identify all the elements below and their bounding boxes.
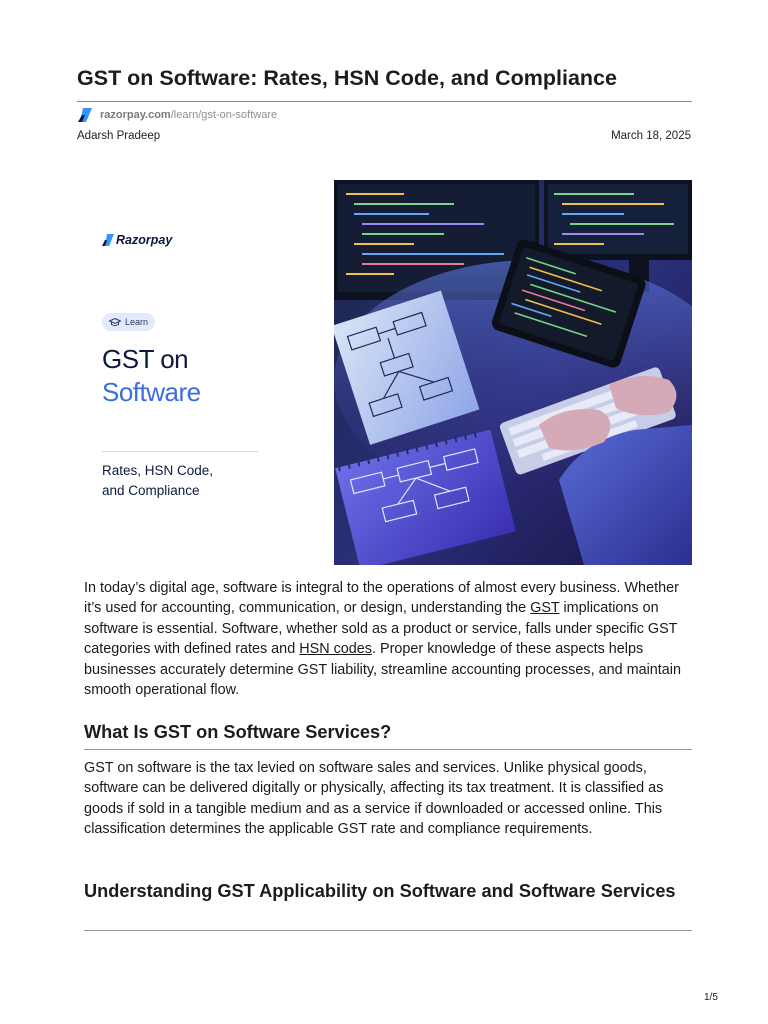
hero-text-panel xyxy=(77,180,334,565)
razorpay-mark-icon xyxy=(102,234,114,246)
section-heading-applicability: Understanding GST Applicability on Software and Software Services xyxy=(84,881,676,901)
developer-workspace-illustration xyxy=(334,180,692,565)
source-link[interactable] xyxy=(77,107,277,123)
hero-banner xyxy=(77,180,692,565)
brand-logo xyxy=(102,233,172,247)
page-number: 1/5 xyxy=(704,992,718,1003)
hero-title-line1: GST on xyxy=(102,344,189,374)
brand-name: Razorpay xyxy=(116,233,173,247)
hero-subtitle-line1: Rates, HSN Code, xyxy=(102,463,214,478)
intro-text-1: In today’s digital age, software is integral to the operations of almost every business. Whether it’s used for accounting, communication, or design, understanding the xyxy=(84,580,679,617)
learn-badge-label: Learn xyxy=(125,317,149,327)
section-divider xyxy=(84,930,692,931)
source-path[interactable]: /learn/gst-on-software xyxy=(170,109,278,121)
section-divider xyxy=(84,749,692,750)
page-title: GST on Software: Rates, HSN Code, and Compliance xyxy=(77,66,617,90)
title-divider xyxy=(77,101,692,102)
intro-text-2: implications on software is essential. Software, whether sold as a product or service, falls under specific GST categories with defined rates and xyxy=(84,600,678,658)
section-paragraph: GST on software is the tax levied on software sales and services. Unlike physical goods, software can be delivered digitally or physically, affecting its tax treatment. It is classified as goods if sold in a tangible medium and as a service if downloaded or accessed online. This classification determines the applicable GST rate and compliance requirements. xyxy=(84,760,664,838)
hsn-codes-link[interactable]: HSN codes xyxy=(299,641,372,658)
graduation-cap-icon xyxy=(109,318,121,327)
hero-title-line2: Software xyxy=(102,377,201,407)
gst-link[interactable]: GST xyxy=(530,600,560,617)
intro-text-3: . Proper knowledge of these aspects helps businesses accurately determine GST liability, streamline accounting processes, and maintain smooth operational flow. xyxy=(84,641,681,699)
hero-subtitle-line2: and Compliance xyxy=(102,483,200,498)
source-domain[interactable]: razorpay.com xyxy=(100,109,171,121)
publish-date: March 18, 2025 xyxy=(611,130,691,142)
learn-badge xyxy=(102,313,155,331)
author-name: Adarsh Pradeep xyxy=(77,130,161,142)
hero-photo xyxy=(334,180,692,565)
intro-paragraph xyxy=(84,578,694,700)
section-heading-what-is-gst: What Is GST on Software Services? xyxy=(84,722,392,742)
razorpay-logo-icon xyxy=(77,107,93,123)
hero-divider xyxy=(102,451,258,452)
hero-subtitle xyxy=(102,461,302,501)
